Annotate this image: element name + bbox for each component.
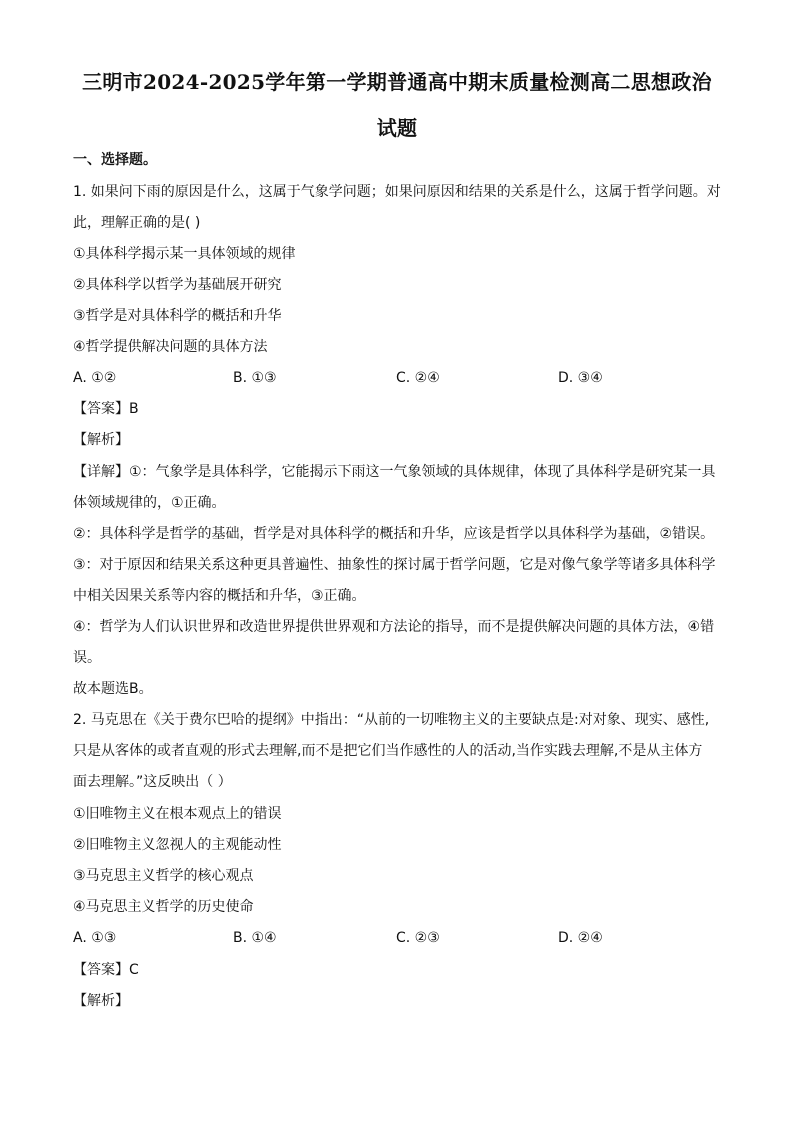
q2-answer: 【答案】C [73,962,139,978]
q1-stem-line2: 此，理解正确的是( ) [73,215,201,231]
q2-option-d: D. ②④ [558,930,603,946]
document-title-line2: 试题 [376,116,418,140]
q1-item-1: ①具体科学揭示某一具体领域的规律 [73,246,296,262]
q1-option-a: A. ①② [73,370,117,386]
document-title-line1: 三明市2024-2025学年第一学期普通高中期末质量检测高二思想政治 [82,70,712,94]
q2-item-1: ①旧唯物主义在根本观点上的错误 [73,806,282,822]
q2-item-2: ②旧唯物主义忽视人的主观能动性 [73,837,282,853]
q1-conclusion: 故本题选B。 [73,681,153,697]
q2-stem-line3: 面去理解。”这反映出（ ） [73,774,232,790]
q1-detail-line3: ②：具体科学是哲学的基础，哲学是对具体科学的概括和升华，应该是哲学以具体科学为基础，②错误。 [73,526,715,542]
q1-detail-line7: 误。 [73,650,101,666]
q2-item-4: ④马克思主义哲学的历史使命 [73,899,254,915]
q1-option-b: B. ①③ [233,370,277,386]
q1-detail-line6: ④：哲学为人们认识世界和改造世界提供世界观和方法论的指导，而不是提供解决问题的具体方法，④错 [73,619,715,635]
q2-analysis-label: 【解析】 [73,993,129,1009]
q1-item-4: ④哲学提供解决问题的具体方法 [73,339,268,355]
q1-detail-line5: 中相关因果关系等内容的概括和升华，③正确。 [73,588,366,604]
q1-option-d: D. ③④ [558,370,603,386]
q1-answer: 【答案】B [73,401,139,417]
q2-item-3: ③马克思主义哲学的核心观点 [73,868,254,884]
q1-detail-line4: ③：对于原因和结果关系这种更具普遍性、抽象性的探讨属于哲学问题，它是对像气象学等诸多具体科学 [73,557,716,573]
q2-option-b: B. ①④ [233,930,277,946]
section-heading: 一、选择题。 [73,152,157,168]
q2-option-c: C. ②③ [396,930,440,946]
q1-analysis-label: 【解析】 [73,432,129,448]
q1-stem-line1: 1. 如果问下雨的原因是什么，这属于气象学问题；如果问原因和结果的关系是什么，这属于哲学问题。对 [73,184,721,200]
q2-stem-line2: 只是从客体的或者直观的形式去理解,而不是把它们当作感性的人的活动,当作实践去理解,不是从主体方 [73,743,703,759]
q2-option-a: A. ①③ [73,930,117,946]
q2-stem-line1: 2. 马克思在《关于费尔巴哈的提纲》中指出：“从前的一切唯物主义的主要缺点是:对对象、现实、感性, [73,712,710,728]
q1-detail-line2: 体领域规律的，①正确。 [73,495,226,511]
q1-item-2: ②具体科学以哲学为基础展开研究 [73,277,282,293]
q1-item-3: ③哲学是对具体科学的概括和升华 [73,308,282,324]
q1-detail-line1: 【详解】①：气象学是具体科学，它能揭示下雨这一气象领域的具体规律，体现了具体科学是研究某一具 [73,464,716,480]
q1-option-c: C. ②④ [396,370,440,386]
